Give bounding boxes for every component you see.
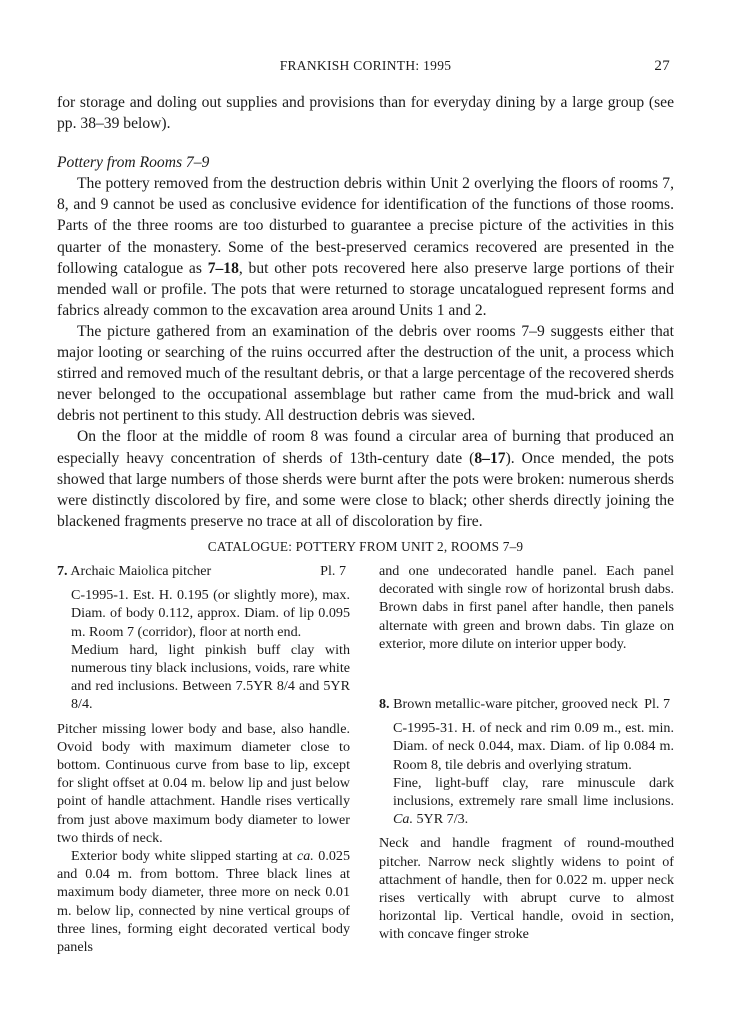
running-title: FRANKISH CORINTH: 1995 xyxy=(279,58,452,73)
paragraph-debris: The picture gathered from an examination of the debris over rooms 7–9 suggests either that major looting or searching of the ruins occurred after the destruction of the unit, a process which stirred and removed much of the resultant debris, or that a large percentage of the recovered sherds never belonged to the occupational assemblage but rather came from the mud-brick and wall debris not pertinent to this study. All destruction debris was sieved. xyxy=(57,322,674,425)
section-heading: Pottery from Rooms 7–9 xyxy=(57,154,210,172)
running-head xyxy=(57,58,674,78)
entry-8-inventory: C-1995-31. H. of neck and rim 0.09 m., est. min. Diam. of neck 0.044, max. Diam. of lip 0.084 m. Room 8, tile debris and overlying stratum. xyxy=(393,720,674,773)
paragraph-continuation: for storage and doling out supplies and provisions than for everyday dining by a large group (see pp. 38–39 below). xyxy=(57,94,674,133)
entry-title: Brown metallic-ware pitcher, grooved neck xyxy=(393,696,638,713)
entry-8-fabric: Fine, light-buff clay, rare minuscule dark inclusions, extremely rare small lime inclusions. Ca. 5YR 7/3. xyxy=(393,774,674,828)
plate-ref: Pl. 7 xyxy=(320,563,346,579)
entry-number: 8. xyxy=(379,696,390,713)
catalogue-range-ref: 7–18 xyxy=(207,259,239,277)
catalogue-heading: CATALOGUE: POTTERY FROM UNIT 2, ROOMS 7–9 xyxy=(207,539,524,554)
entry-7-description: Pitcher missing lower body and base, also handle. Ovoid body with maximum diameter close to bottom. Continuous curve from base to lip, except for slight offset at 0.04 m. below lip and just below point of handle attachment. Handle rises vertically from just above maximum body diameter to lower two thirds of neck. xyxy=(57,720,350,846)
entry-7-fabric: Medium hard, light pinkish buff clay with numerous tiny black inclusions, voids, rare white and red inclusions. Between 7.5YR 8/4 and 5YR 8/4. xyxy=(71,641,350,713)
entry-title: Archaic Maiolica pitcher xyxy=(70,563,212,579)
entry-8-description: Neck and handle fragment of round-mouthed pitcher. Narrow neck slightly widens to point of attachment of handle, then for 0.022 m. upper neck rises vertically with abrupt curve to almost horizontal lip. Vertical handle, ovoid in section, with concave finger stroke xyxy=(379,835,674,943)
entry-7-heading xyxy=(57,562,350,580)
catalogue-column-right xyxy=(379,562,674,944)
body-text xyxy=(57,92,674,532)
paragraph-pottery-intro: The pottery removed from the destruction debris within Unit 2 overlying the floors of rooms 7, 8, and 9 cannot be used as conclusive evidence for identification of the functions of those rooms. Parts of the three rooms are too disturbed to guarantee a precise picture of the activities in this quarter of the monastery. Some of the best-preserved ceramics recovered are presented in the following catalogue as 7–18, but other pots recovered here also preserve large portions of their mended wall or profile. The pots that were returned to storage uncatalogued represent forms and fabrics already common to the excavation area around Units 1 and 2. xyxy=(57,175,674,319)
catalogue-range-ref: 8–17 xyxy=(474,449,506,467)
entry-7-inventory: C-1995-1. Est. H. 0.195 (or slightly more), max. Diam. of body 0.112, approx. Diam. of lip 0.095 m. Room 7 (corridor), floor at north end. xyxy=(71,587,350,640)
page xyxy=(57,0,674,1024)
paragraph-burning: On the floor at the middle of room 8 was found a circular area of burning that produced an especially heavy concentration of sherds of 13th-century date (8–17). Once mended, the pots showed that large numbers of those sherds were burnt after the pots were broken: numerous sherds were distinctly discolored by fire, and some were close to black; other sherds directly joining the blackened fragments preserve no trace at all of discoloration by fire. xyxy=(57,428,674,530)
entry-7-decoration: Exterior body white slipped starting at ca. 0.025 and 0.04 m. from bottom. Three black lines at maximum body diameter, three more on neck 0.01 m. below lip, connected by nine vertical groups of three lines, forming eight decorated vertical body panels xyxy=(57,848,350,956)
plate-ref: Pl. 7 xyxy=(644,696,670,713)
entry-8-heading xyxy=(379,695,674,713)
catalogue-column-left xyxy=(57,562,350,956)
entry-number: 7. xyxy=(57,563,68,579)
page-number: 27 xyxy=(654,58,670,74)
entry-7-decoration-continued: and one undecorated handle panel. Each panel decorated with single row of horizontal brush dabs. Brown dabs in first panel after handle, then panels alternate with green and brown dabs. Tin glaze on exterior, more dilute on interior upper body. xyxy=(379,563,674,652)
